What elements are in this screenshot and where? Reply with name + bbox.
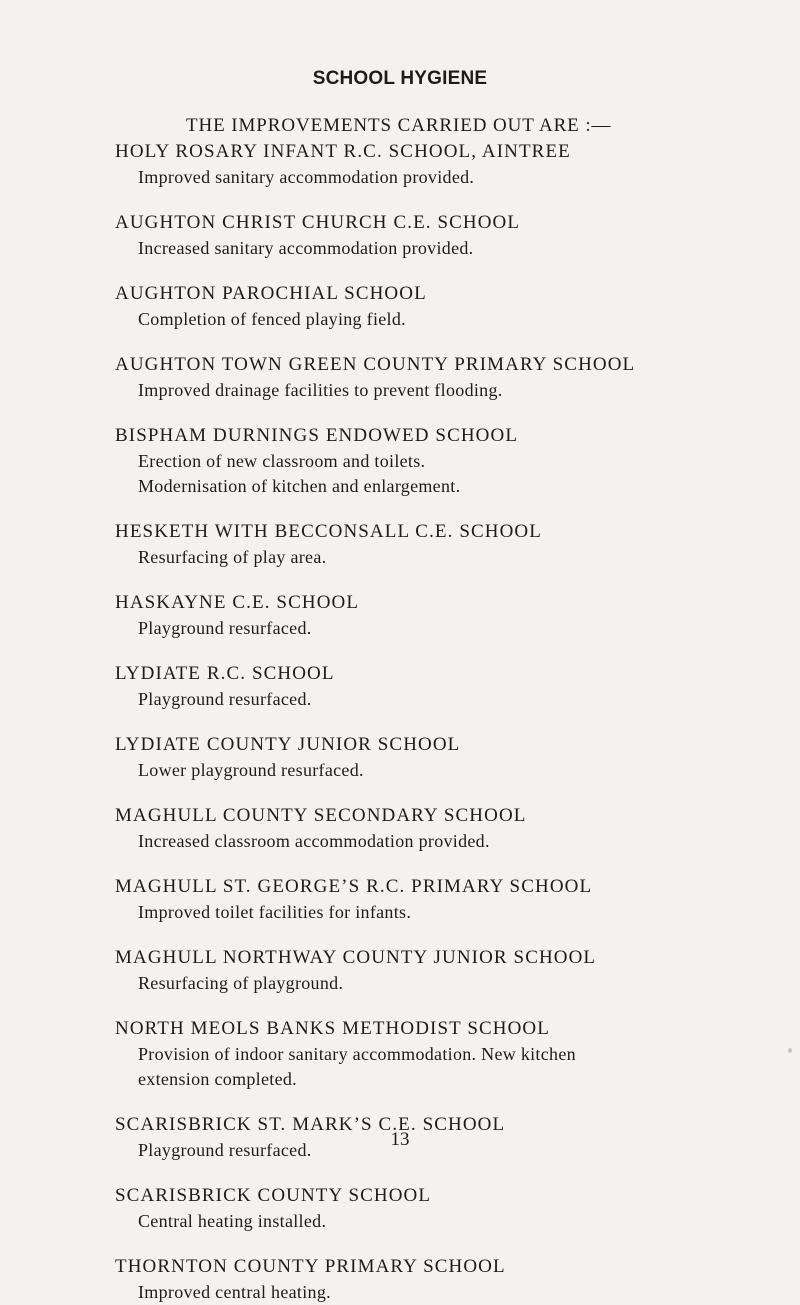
school-name: HASKAYNE C.E. SCHOOL	[115, 592, 360, 613]
improvement-description	[115, 758, 775, 783]
page-heading: SCHOOL HYGIENE	[312, 68, 488, 89]
improvement-description	[115, 829, 775, 854]
description-line: Playground resurfaced.	[138, 618, 312, 638]
improvement-description	[115, 378, 775, 403]
improvement-description	[115, 236, 775, 261]
list-item	[115, 661, 775, 712]
school-name: HOLY ROSARY INFANT R.C. SCHOOL, AINTREE	[115, 141, 571, 162]
improvement-description	[115, 616, 775, 641]
school-name: NORTH MEOLS BANKS METHODIST SCHOOL	[115, 1018, 550, 1039]
description-line: Playground resurfaced.	[138, 1140, 312, 1160]
description-line: Lower playground resurfaced.	[138, 760, 364, 780]
list-item	[115, 281, 775, 332]
improvement-description	[115, 449, 775, 499]
list-item	[115, 590, 775, 641]
list-item	[115, 519, 775, 570]
improvement-description	[115, 971, 775, 996]
list-item	[115, 423, 775, 499]
description-line: Central heating installed.	[138, 1211, 327, 1231]
description-line: extension completed.	[138, 1069, 297, 1089]
list-item	[115, 1016, 775, 1092]
list-item	[115, 732, 775, 783]
list-item	[115, 803, 775, 854]
description-line: Increased classroom accommodation provided.	[138, 831, 490, 851]
description-line: Improved drainage facilities to prevent flooding.	[138, 380, 503, 400]
improvement-description	[115, 900, 775, 925]
description-line: Improved central heating.	[138, 1282, 331, 1302]
paper-speck	[788, 1048, 792, 1053]
description-line: Playground resurfaced.	[138, 689, 312, 709]
improvement-description	[115, 165, 775, 190]
school-name: AUGHTON CHRIST CHURCH C.E. SCHOOL	[115, 212, 521, 233]
intro-line: THE IMPROVEMENTS CARRIED OUT ARE :—	[186, 115, 612, 136]
school-name: MAGHULL COUNTY SECONDARY SCHOOL	[115, 805, 527, 826]
description-line: Provision of indoor sanitary accommodation. New kitchen	[138, 1044, 576, 1064]
description-line: Improved toilet facilities for infants.	[138, 902, 412, 922]
improvement-description	[115, 545, 775, 570]
school-name: LYDIATE R.C. SCHOOL	[115, 663, 335, 684]
list-item	[115, 352, 775, 403]
description-line: Increased sanitary accommodation provided.	[138, 238, 474, 258]
improvement-description	[115, 307, 775, 332]
improvement-description	[115, 1209, 775, 1234]
school-name: THORNTON COUNTY PRIMARY SCHOOL	[115, 1256, 506, 1277]
list-item	[115, 210, 775, 261]
list-item	[115, 874, 775, 925]
improvement-description	[115, 1280, 775, 1305]
school-name: SCARISBRICK ST. MARK’S C.E. SCHOOL	[115, 1114, 506, 1135]
description-line: Resurfacing of play area.	[138, 547, 327, 567]
school-name: AUGHTON TOWN GREEN COUNTY PRIMARY SCHOOL	[115, 354, 636, 375]
improvement-description	[115, 1042, 775, 1092]
school-name: AUGHTON PAROCHIAL SCHOOL	[115, 283, 427, 304]
school-name: HESKETH WITH BECCONSALL C.E. SCHOOL	[115, 521, 542, 542]
description-line: Erection of new classroom and toilets.	[138, 451, 426, 471]
school-name: SCARISBRICK COUNTY SCHOOL	[115, 1185, 432, 1206]
list-item	[115, 1183, 775, 1234]
list-item	[115, 1254, 775, 1305]
school-name: MAGHULL NORTHWAY COUNTY JUNIOR SCHOOL	[115, 947, 597, 968]
list-item	[115, 945, 775, 996]
school-name: MAGHULL ST. GEORGE’S R.C. PRIMARY SCHOOL	[115, 876, 593, 897]
list-item	[115, 139, 775, 190]
improvement-description	[115, 687, 775, 712]
description-line: Improved sanitary accommodation provided.	[138, 167, 475, 187]
school-name: BISPHAM DURNINGS ENDOWED SCHOOL	[115, 425, 519, 446]
description-line: Modernisation of kitchen and enlargement.	[138, 476, 461, 496]
description-line: Completion of fenced playing field.	[138, 309, 406, 329]
page-number: 13	[390, 1129, 410, 1150]
school-name: LYDIATE COUNTY JUNIOR SCHOOL	[115, 734, 461, 755]
description-line: Resurfacing of playground.	[138, 973, 344, 993]
